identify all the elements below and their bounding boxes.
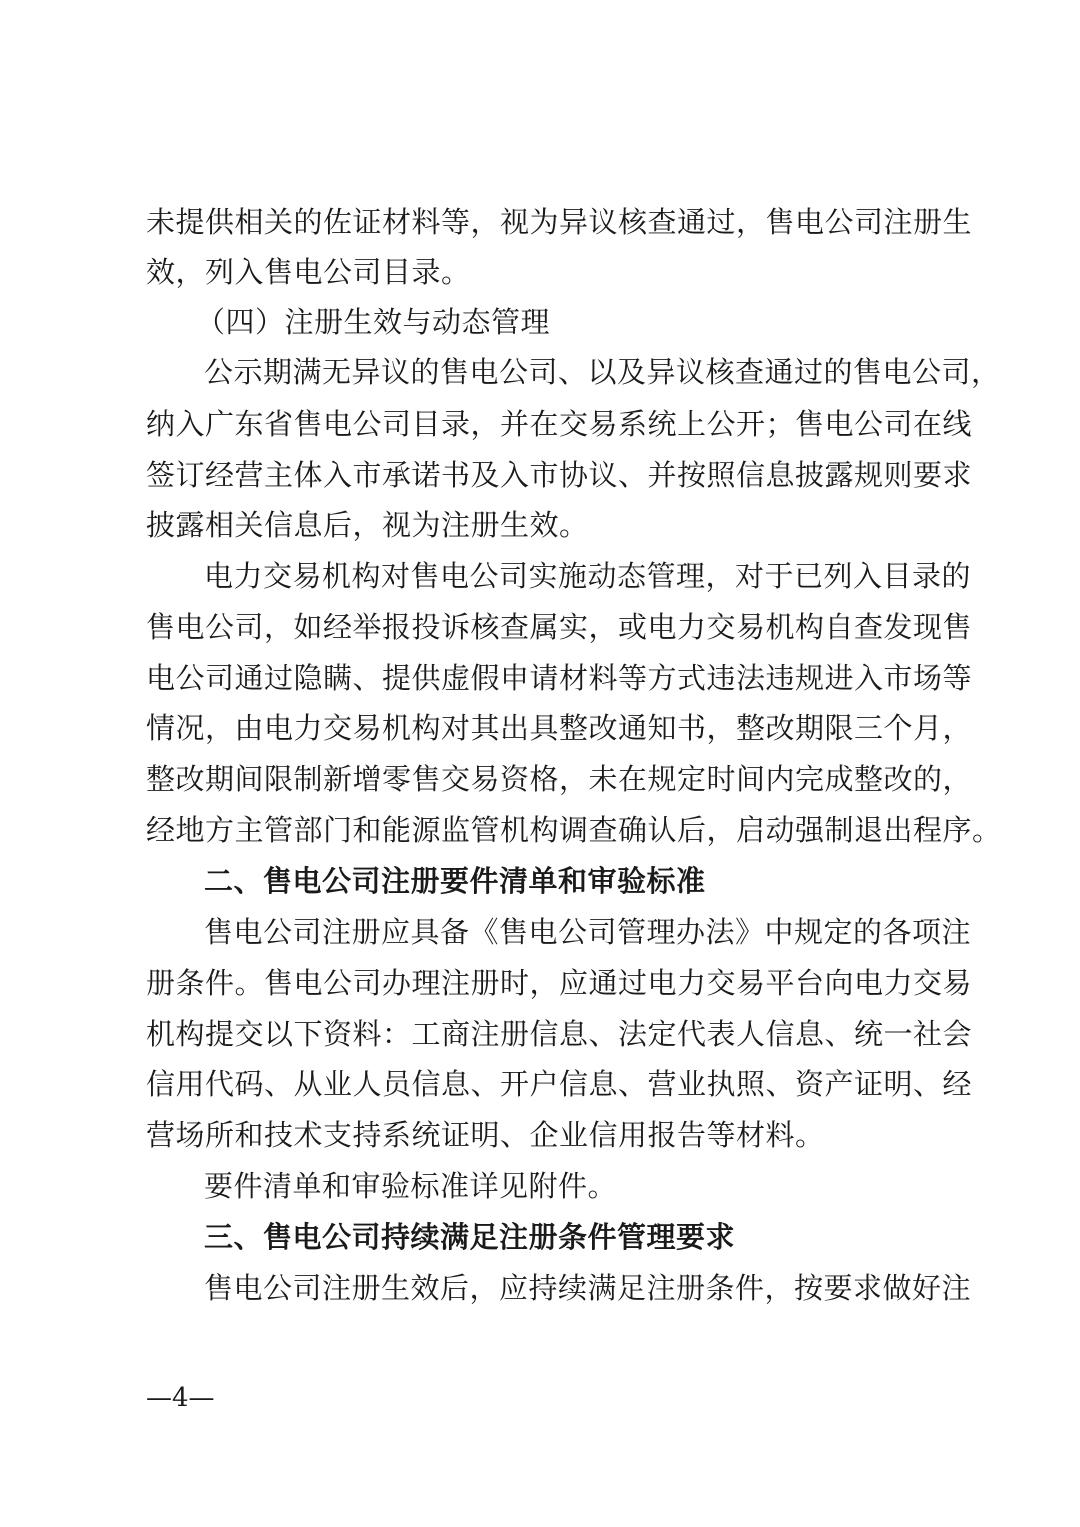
body-line: 纳入广东省售电公司目录，并在交易系统上公开；售电公司在线 <box>146 407 973 441</box>
body-line: 情况，由电力交易机构对其出具整改通知书，整改期限三个月， <box>146 711 973 745</box>
body-line: 电力交易机构对售电公司实施动态管理，对于已列入目录的 <box>204 559 972 593</box>
section-heading: 二、售电公司注册要件清单和审验标准 <box>204 864 706 898</box>
body-line: 整改期间限制新增零售交易资格，未在规定时间内完成整改的， <box>146 762 973 796</box>
body-line: 未提供相关的佐证材料等，视为异议核查通过，售电公司注册生 <box>146 205 973 239</box>
body-line: 效，列入售电公司目录。 <box>146 255 471 289</box>
body-line: 册条件。售电公司办理注册时，应通过电力交易平台向电力交易 <box>146 966 973 1000</box>
body-line: 披露相关信息后，视为注册生效。 <box>146 508 589 542</box>
body-line: 售电公司，如经举报投诉核查属实，或电力交易机构自查发现售 <box>146 610 973 644</box>
body-line: 要件清单和审验标准详见附件。 <box>204 1169 618 1203</box>
body-line: 签订经营主体入市承诺书及入市协议、并按照信息披露规则要求 <box>146 458 973 492</box>
body-line: 公示期满无异议的售电公司、以及异议核查通过的售电公司， <box>204 355 1001 389</box>
body-line: 营场所和技术支持系统证明、企业信用报告等材料。 <box>146 1118 825 1152</box>
body-line: 经地方主管部门和能源监管机构调查确认后，启动强制退出程序。 <box>146 813 1002 847</box>
body-line: 信用代码、从业人员信息、开户信息、营业执照、资产证明、经 <box>146 1067 973 1101</box>
section-heading: 三、售电公司持续满足注册条件管理要求 <box>204 1220 736 1254</box>
page-number: —4— <box>146 1383 215 1413</box>
section-subheading: （四）注册生效与动态管理 <box>196 305 551 339</box>
body-line: 机构提交以下资料：工商注册信息、法定代表人信息、统一社会 <box>146 1017 973 1051</box>
body-line: 售电公司注册生效后，应持续满足注册条件，按要求做好注 <box>204 1271 972 1305</box>
body-line: 电公司通过隐瞒、提供虚假申请材料等方式违法违规进入市场等 <box>146 661 973 695</box>
body-line: 售电公司注册应具备《售电公司管理办法》中规定的各项注 <box>204 915 972 949</box>
